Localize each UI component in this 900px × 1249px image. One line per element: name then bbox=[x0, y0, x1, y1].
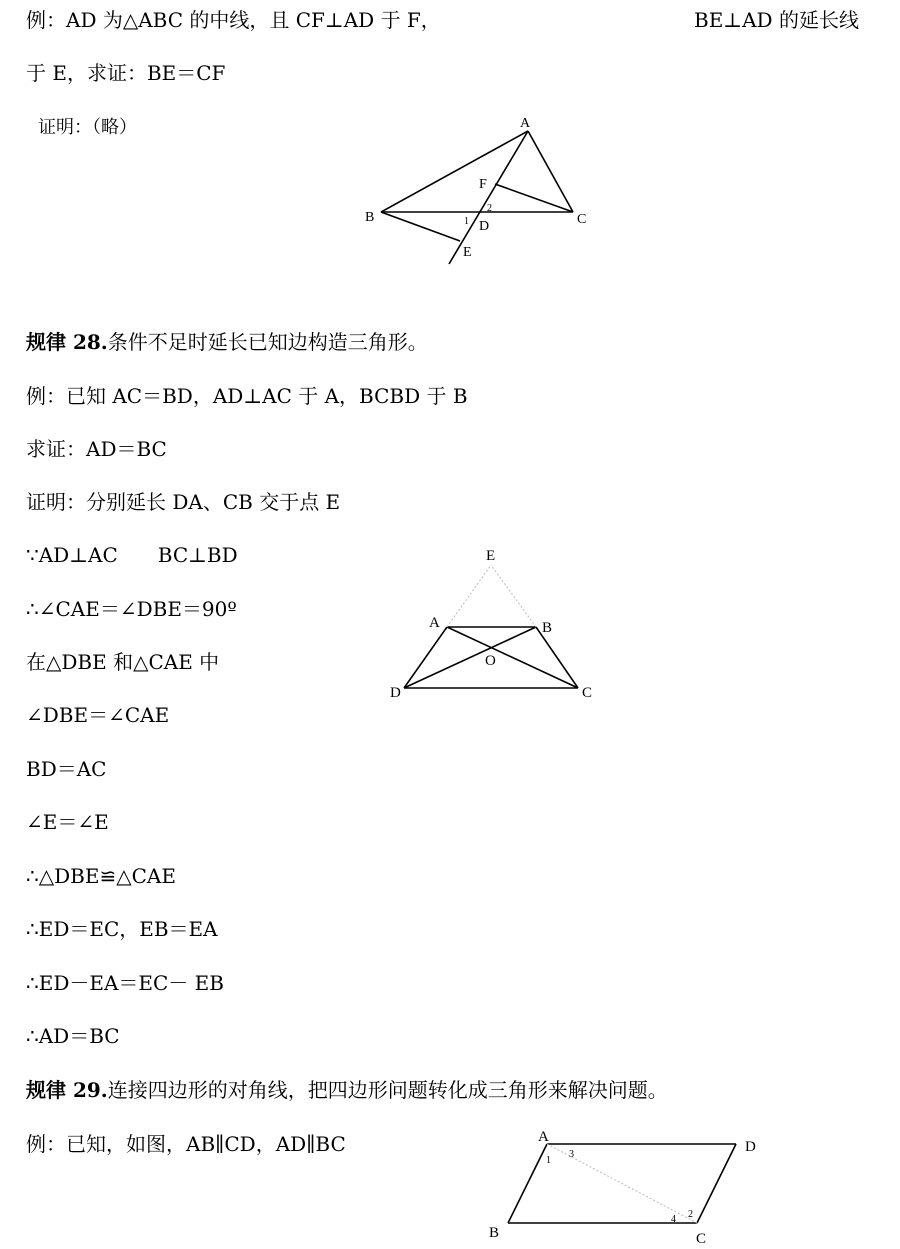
angle-label-1: 1 bbox=[546, 1155, 551, 1166]
label-f: F bbox=[479, 177, 487, 192]
angle-label-4: 4 bbox=[671, 1214, 676, 1225]
label-c: C bbox=[582, 685, 593, 701]
label-b: B bbox=[542, 620, 553, 636]
angle-label-2: 2 bbox=[688, 1209, 693, 1220]
label-d: D bbox=[745, 1139, 756, 1155]
rule29-heading bbox=[26, 1078, 668, 1102]
label-o: O bbox=[485, 653, 496, 669]
edge-ab bbox=[508, 1144, 547, 1223]
label-d: D bbox=[479, 219, 490, 234]
rule29-number: 规律 29. bbox=[26, 1078, 108, 1102]
rule28-line: ∴ED－EA＝EC－ EB bbox=[26, 971, 224, 995]
diagonal-ac bbox=[447, 627, 578, 688]
angle-label-1: 1 bbox=[464, 216, 469, 227]
label-a: A bbox=[520, 116, 531, 131]
extension-be bbox=[491, 565, 536, 627]
diagonal-bd bbox=[404, 627, 536, 688]
label-e: E bbox=[463, 245, 472, 260]
label-c: C bbox=[696, 1231, 707, 1247]
rule28-line: ∴∠CAE＝∠DBE＝90º bbox=[26, 597, 237, 621]
rule28-line: 证明：分别延长 DA、CB 交于点 E bbox=[26, 490, 341, 514]
rule28-line: ∴△DBE≌△CAE bbox=[26, 864, 176, 888]
rule28-line: 例：已知 AC＝BD，AD⊥AC 于 A，BCBD 于 B bbox=[26, 384, 468, 408]
angle-label-3: 3 bbox=[569, 1149, 574, 1160]
label-b: B bbox=[365, 210, 375, 225]
edge-dc bbox=[697, 1144, 736, 1223]
extension-ae bbox=[447, 565, 491, 627]
angle-label-2: 2 bbox=[487, 203, 492, 214]
rule28-line: ∠E＝∠E bbox=[26, 810, 109, 834]
rule28-line: ∵AD⊥AC BC⊥BD bbox=[26, 543, 238, 567]
label-e: E bbox=[486, 548, 496, 564]
example1-proof: 证明：（略） bbox=[38, 117, 137, 138]
label-c: C bbox=[577, 212, 587, 227]
rule28-number: 规律 28. bbox=[26, 330, 108, 354]
rule29-example: 例：已知，如图，AB∥CD，AD∥BC bbox=[26, 1132, 346, 1156]
rule28-line: BD＝AC bbox=[26, 757, 107, 781]
figure-parallelogram bbox=[0, 1100, 900, 1249]
rule28-line: ∴ED＝EC，EB＝EA bbox=[26, 917, 218, 941]
label-a: A bbox=[538, 1129, 549, 1145]
example1-statement-left: 例：AD 为△ABC 的中线，且 CF⊥AD 于 F， bbox=[26, 8, 441, 32]
example1-statement-cont: 于 E，求证：BE＝CF bbox=[26, 61, 226, 85]
rule28-line: ∴AD＝BC bbox=[26, 1024, 120, 1048]
label-b: B bbox=[489, 1225, 500, 1241]
label-d: D bbox=[390, 685, 401, 701]
example1-statement-right: BE⊥AD 的延长线 bbox=[694, 8, 859, 32]
rule29-text: 连接四边形的对角线，把四边形问题转化成三角形来解决问题。 bbox=[107, 1078, 668, 1102]
rule28-line: 求证：AD＝BC bbox=[26, 437, 167, 461]
label-a: A bbox=[429, 615, 440, 631]
rule28-line: 在△DBE 和△CAE 中 bbox=[26, 650, 220, 674]
rule28-line: ∠DBE＝∠CAE bbox=[26, 703, 170, 727]
rule28-text: 条件不足时延长已知边构造三角形。 bbox=[107, 330, 428, 354]
